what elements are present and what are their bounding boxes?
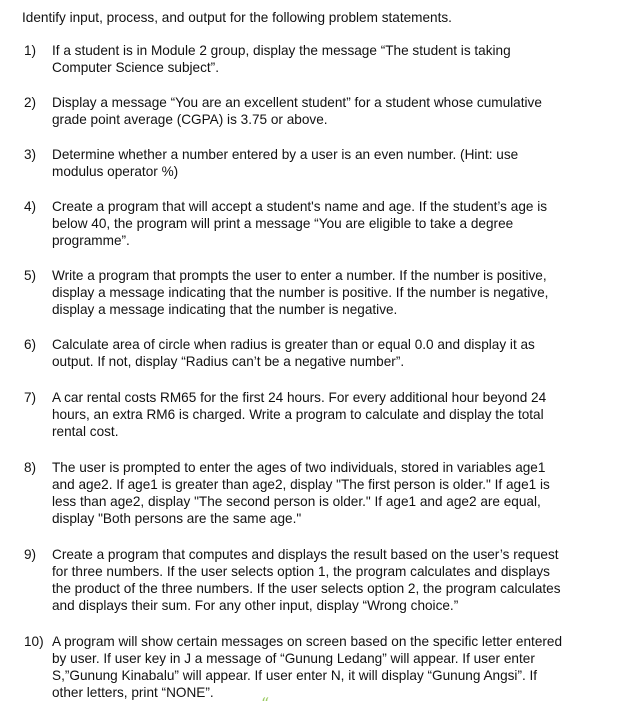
partial-quote-mark: “: [261, 694, 270, 713]
item-text: [52, 633, 632, 701]
item-text: [52, 546, 632, 614]
item-line: display "Both persons are the same age.": [52, 511, 302, 526]
item-number: 4): [24, 199, 37, 214]
item-number: 7): [24, 390, 37, 405]
item-text: [52, 42, 632, 76]
item-text: [52, 459, 632, 527]
item-text: [52, 389, 632, 440]
item-line: Computer Science subject”.: [52, 60, 219, 75]
item-text: [52, 146, 632, 180]
item-line: Create a program that computes and displays the result based on the user’s request: [52, 547, 559, 562]
item-number: 1): [24, 43, 37, 58]
item-text: [52, 198, 632, 249]
instructions-heading: Identify input, process, and output for the following problem statements.: [22, 10, 452, 25]
item-number: 9): [24, 547, 37, 562]
item-line: below 40, the program will print a message “You are eligible to take a degree: [52, 216, 514, 231]
item-line: by user. If user key in J a message of “Gunung Ledang” will appear. If user enter: [52, 651, 535, 666]
item-line: and age2. If age1 is greater than age2, display "The first person is older." If age1 is: [52, 477, 550, 492]
item-line: programme”.: [52, 233, 130, 248]
item-line: Create a program that will accept a student's name and age. If the student’s age is: [52, 199, 548, 214]
item-line: Calculate area of circle when radius is greater than or equal 0.0 and display it as: [52, 337, 535, 352]
item-number: 8): [24, 460, 37, 475]
item-line: S,”Gunung Kinabalu” will appear. If user enter N, it will display “Gunung Angsi”. If: [52, 668, 538, 683]
item-line: Determine whether a number entered by a user is an even number. (Hint: use: [52, 147, 519, 162]
item-line: the product of the three numbers. If the user selects option 2, the program calculates: [52, 581, 561, 596]
item-line: Write a program that prompts the user to enter a number. If the number is positive,: [52, 268, 547, 283]
item-number: 3): [24, 147, 37, 162]
item-line: grade point average (CGPA) is 3.75 or above.: [52, 112, 328, 127]
item-line: rental cost.: [52, 424, 119, 439]
item-line: A program will show certain messages on screen based on the specific letter entered: [52, 634, 563, 649]
item-line: display a message indicating that the number is positive. If the number is negative,: [52, 285, 549, 300]
item-line: for three numbers. If the user selects option 1, the program calculates and displays: [52, 564, 550, 579]
item-number: 10): [24, 634, 44, 649]
item-line: hours, an extra RM6 is charged. Write a program to calculate and display the total: [52, 407, 544, 422]
item-line: If a student is in Module 2 group, display the message “The student is taking: [52, 43, 511, 58]
item-line: less than age2, display "The second person is older." If age1 and age2 are equal,: [52, 494, 541, 509]
item-text: [52, 267, 632, 318]
item-line: other letters, print “NONE”.: [52, 685, 214, 700]
item-number: 2): [24, 95, 37, 110]
item-text: [52, 336, 632, 370]
item-number: 6): [24, 337, 37, 352]
item-line: The user is prompted to enter the ages of two individuals, stored in variables age1: [52, 460, 546, 475]
item-text: [52, 94, 632, 128]
item-line: and displays their sum. For any other input, display “Wrong choice.”: [52, 598, 459, 613]
item-line: display a message indicating that the number is negative.: [52, 302, 398, 317]
item-line: Display a message “You are an excellent student” for a student whose cumulative: [52, 95, 542, 110]
item-line: A car rental costs RM65 for the first 24 hours. For every additional hour beyond 24: [52, 390, 547, 405]
item-line: output. If not, display “Radius can’t be a negative number”.: [52, 354, 405, 369]
item-number: 5): [24, 268, 37, 283]
item-line: modulus operator %): [52, 164, 179, 179]
